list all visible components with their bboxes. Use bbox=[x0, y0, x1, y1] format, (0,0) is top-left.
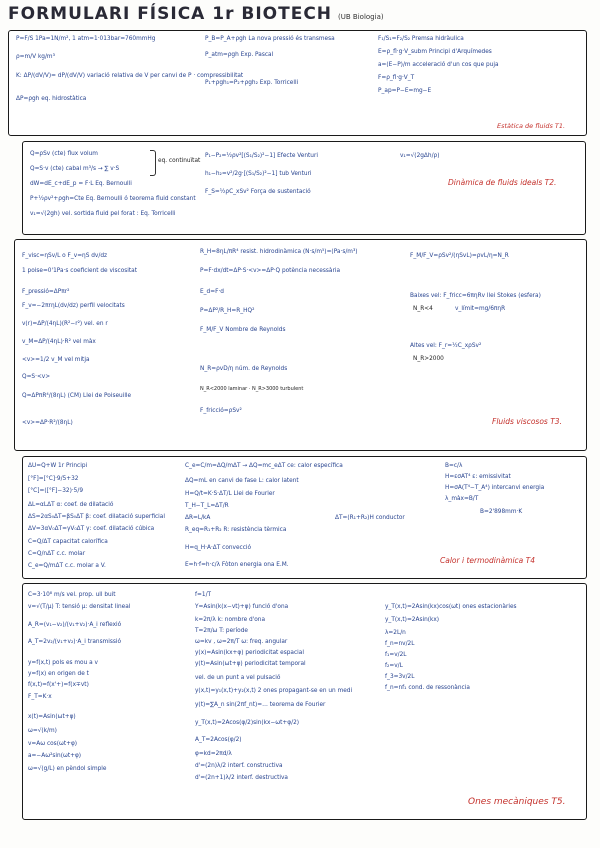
formula-line: Q=ρSv (cte) flux volum bbox=[30, 151, 98, 157]
formula-line: F_M/F_V Nombre de Reynolds bbox=[200, 327, 286, 333]
formula-line: F₁/S₁=F₂/S₂ Premsa hidràulica bbox=[378, 36, 464, 42]
formula-line: C=Q/ΔT capacitat calorífica bbox=[28, 539, 108, 545]
formula-line: C=Q/nΔT c.c. molar bbox=[28, 551, 86, 557]
formula-line: Altes vel: F_r=½C_xρSv² bbox=[410, 343, 482, 349]
brace bbox=[150, 150, 156, 176]
formula-line: P_ap=P−E=mg−E bbox=[378, 88, 432, 94]
formula-line: v₁=√(2gΔh/ρ) bbox=[400, 153, 440, 159]
formula-line: f=1/T bbox=[195, 592, 212, 598]
formula-line: ΔL=αLΔT α: coef. de dilatació bbox=[28, 502, 114, 508]
sheet-title-text: FORMULARI FÍSICA 1r BIOTECH bbox=[8, 4, 333, 24]
section-label-t4: Calor i termodinàmica T4 bbox=[440, 556, 536, 565]
formula-line: ω=√(k/m) bbox=[28, 728, 57, 734]
formula-line: Q=S·v (cte) cabal m³/s → ∑ v·S bbox=[30, 166, 120, 172]
formula-line: B=c/λ bbox=[445, 463, 463, 469]
section-label-t2: Dinàmica de fluids ideals T2. bbox=[448, 178, 557, 187]
formula-line: y_T(x,t)=2Asin(kx)cos(ωt) ones estacionàries bbox=[385, 604, 517, 610]
formula-line: v=Aω cos(ωt+φ) bbox=[28, 741, 78, 747]
formula-line: ΔT=(R₁+R₂)H conductor bbox=[335, 515, 405, 521]
formula-line: ΔP=ρgh eq. hidrostàtica bbox=[16, 96, 87, 102]
formula-line: F_visc=ηSv/L o F_v=ηS dv/dz bbox=[22, 253, 108, 259]
formula-line: v=√(T/μ) T: tensió μ: densitat lineal bbox=[28, 604, 131, 610]
formula-line: y(t)=Asin(ωt+φ) periodicitat temporal bbox=[195, 661, 306, 667]
formula-line: F=ρ_fl·g·V_T bbox=[378, 75, 415, 81]
formula-line: a=(E−P)/m acceleració d'un cos que puja bbox=[378, 62, 499, 68]
formula-line: 1 poise=0'1Pa·s coeficient de viscositat bbox=[22, 268, 137, 274]
formula-line: Baixes vel: F_fricc=6πηRv llei Stokes (esfera) bbox=[410, 293, 541, 299]
formula-line: y=f(x) en origen de t bbox=[28, 671, 89, 677]
formula-note: eq. continuïtat bbox=[158, 158, 201, 164]
formula-line: P_B=P_A+ρgh La nova pressió és transmesa bbox=[205, 36, 335, 42]
formula-line: A_T=2Acos(φ/2) bbox=[195, 737, 242, 743]
formula-line: ρ=m/V kg/m³ bbox=[16, 54, 55, 60]
formula-line: N_R=ρvD/η núm. de Reynolds bbox=[200, 366, 288, 372]
section-label-t1: Estàtica de fluids T1. bbox=[497, 122, 566, 130]
formula-line: ΔQ=mL en canvi de fase L: calor latent bbox=[185, 478, 299, 484]
formula-line: y_T(x,t)=2Asin(kx) bbox=[385, 617, 440, 623]
formula-line: H=εσAT⁴ ε: emissivitat bbox=[445, 474, 511, 480]
formula-line: Q=ΔPπR⁴/(8ηL) (CM) Llei de Poiseuille bbox=[22, 393, 132, 399]
formula-line: R_H=8ηL/πR⁴ resist. hidrodinàmica (N·s/m⁵)=(Pa·s/m³) bbox=[200, 249, 358, 255]
section-label-t3: Fluids viscosos T3. bbox=[492, 417, 562, 426]
formula-line: d'=(2n+1)λ/2 interf. destructiva bbox=[195, 775, 288, 781]
formula-line: F_S=½ρC_xSv² Força de sustentació bbox=[205, 189, 311, 195]
formula-line: B=2'898mm·K bbox=[480, 509, 523, 515]
formula-line: v₁=√(2gh) vel. sortida fluid pel forat : Eq. Torricelli bbox=[30, 211, 176, 217]
formula-line: ΔS=2αS₀ΔT=βS₀ΔT β: coef. dilatació superficial bbox=[28, 514, 165, 520]
sheet-subtitle: (UB Biologia) bbox=[338, 13, 384, 21]
formula-line: y(t)=∑A_n sin(2πf_nt)=… teorema de Fourier bbox=[195, 702, 326, 708]
formula-line: f₁=v/2L bbox=[385, 652, 407, 658]
formula-line: dW=dE_c+dE_p = F·L Eq. Bernoulli bbox=[30, 181, 132, 187]
formula-line: ΔU=Q+W 1r Principi bbox=[28, 463, 88, 469]
formula-line: f(x,t)=f(x'+)=f(x∓vt) bbox=[28, 682, 89, 688]
formula-line: P+½ρv²+ρgh=Cte Eq. Bernoulli ó teorema fluid constant bbox=[30, 196, 196, 202]
formula-line: P=ΔP²/R_H=R_HQ² bbox=[200, 308, 255, 314]
formula-line: h₁−h₂=v²/2g·[(S₁/S₂)²−1] tub Venturi bbox=[205, 171, 312, 177]
formula-line: f₂=v/L bbox=[385, 663, 403, 669]
formula-line: <v>=1/2 v_M vel mitja bbox=[22, 357, 90, 363]
formula-line: A_R=(v₁−v₂)/(v₁+v₂)·A_i reflexió bbox=[28, 622, 122, 628]
formula-line: vel. de un punt a vel pulsació bbox=[195, 675, 281, 681]
sheet-title bbox=[8, 4, 384, 24]
formula-line: F_fricció=ρSv² bbox=[200, 408, 242, 414]
formula-line: <v>=ΔP·R²/(8ηL) bbox=[22, 420, 73, 426]
formula-line: P=F·dx/dt=ΔP·S·<v>=ΔP·Q potència necessària bbox=[200, 268, 341, 274]
formula-line: ω=√(g/L) en pèndol simple bbox=[28, 766, 107, 772]
formula-line: λ=2L/n bbox=[385, 630, 406, 636]
formula-line: F_M/F_V=ρSv²/(ηSvL)=ρvL/η=N_R bbox=[410, 253, 509, 259]
formula-line: F_T=K·x bbox=[28, 694, 52, 700]
formula-line: K: ΔP/(dV/V)= dP/(dV/V) variació relativa de V per canvi de P · compressibilitat bbox=[16, 73, 244, 79]
formula-line: y=f(x,t) pols es mou a v bbox=[28, 660, 98, 666]
formula-line: v(r)=ΔP/(4ηL)(R²−r²) vel. en r bbox=[22, 321, 108, 327]
formula-line: f_3=3v/2L bbox=[385, 674, 415, 680]
formula-line: φ=kd=2πd/λ bbox=[195, 751, 232, 757]
formula-line: f_n=nf₁ cond. de ressonància bbox=[385, 685, 470, 691]
formula-line: y(x,t)=y₁(x,t)+y₂(x,t) 2 ones propagant-se en un medi bbox=[195, 688, 353, 694]
formula-line: A_T=2v₂/(v₁+v₂)·A_i transmissió bbox=[28, 639, 122, 645]
formula-line: ΔR=L/kA bbox=[185, 515, 211, 521]
formula-line: C=3·10⁸ m/s vel. prop. ull buit bbox=[28, 592, 116, 598]
formula-line: H=σA(T⁴−T_A⁴) intercanvi energia bbox=[445, 485, 545, 491]
formula-line: T=2π/ω T: període bbox=[195, 628, 248, 634]
formula-note: N_R<4 bbox=[413, 306, 433, 312]
formula-line: P₁−P₂=½ρv²[(S₁/S₂)²−1] Efecte Venturi bbox=[205, 153, 318, 159]
formula-line: v_M=ΔP/(4ηL)·R² vel màx bbox=[22, 339, 96, 345]
formula-line: P_atm=ρgh Exp. Pascal bbox=[205, 52, 274, 58]
formula-line: Y=Asin(k(x−vt)+φ) funció d'ona bbox=[195, 604, 289, 610]
section-label-t5: Ones mecàniques T5. bbox=[468, 797, 566, 807]
formula-line: f_n=nv/2L bbox=[385, 641, 415, 647]
formula-note: N_R>2000 bbox=[413, 356, 444, 362]
formula-line: k=2π/λ k: nombre d'ona bbox=[195, 617, 266, 623]
formula-line: E_d=F·d bbox=[200, 289, 224, 295]
formula-line: [°C]=([°F]−32)·5/9 bbox=[28, 488, 84, 494]
formula-line: a=−Aω²sin(ωt+φ) bbox=[28, 753, 82, 759]
formula-line: H=Q/t=K·S·ΔT/L Llei de Fourier bbox=[185, 491, 275, 497]
formula-line: Q=S·<v> bbox=[22, 374, 51, 380]
formula-line: d'=(2n)λ/2 interf. constructiva bbox=[195, 763, 283, 769]
formula-line: y_T(x,t)=2Acos(φ/2)sin(kx−ωt+φ/2) bbox=[195, 720, 300, 726]
formula-line: T_H−T_L=ΔT/R bbox=[185, 503, 229, 509]
formula-line: P₁+ρgh₁=P₂+ρgh₂ Exp. Torricelli bbox=[205, 80, 299, 86]
formula-line: P=F/S 1Pa=1N/m², 1 atm=1·013bar=760mmHg bbox=[16, 36, 156, 42]
formula-line: F_v=−2πrηL(dv/dz) perfil velocitats bbox=[22, 303, 125, 309]
formula-line: [°F]=[°C]·9/5+32 bbox=[28, 476, 79, 482]
formula-line: ΔV=3αV₀ΔT=γV₀ΔT γ: coef. dilatació cúbica bbox=[28, 526, 155, 532]
formula-line: ω=kv , ω=2π/T ω: freq. angular bbox=[195, 639, 288, 645]
formula-line: H=q_H·A·ΔT convecció bbox=[185, 545, 252, 551]
formula-line: C_e=C/m=ΔQ/mΔT → ΔQ=mc_eΔT ce: calor específica bbox=[185, 463, 343, 469]
formula-line: R_eq=R₁+R₂ R: resistència tèrmica bbox=[185, 527, 287, 533]
formula-line: C_e=Q/mΔT c.c. molar a V. bbox=[28, 563, 106, 569]
formula-line: F_pressió=ΔPπr² bbox=[22, 289, 70, 295]
formula-line: λ_màx=B/T bbox=[445, 496, 479, 502]
formula-note: N_R<2000 laminar · N_R>3000 turbulent bbox=[200, 386, 304, 392]
formula-line: x(t)=Asin(ωt+φ) bbox=[28, 714, 76, 720]
formula-line: y(x)=Asin(kx+φ) periodicitat espacial bbox=[195, 650, 304, 656]
formula-line: v_límit=mg/6πηR bbox=[455, 306, 506, 312]
formula-line: E=ρ_fl·g·V_subm Principi d'Arquímedes bbox=[378, 49, 492, 55]
formula-line: E=h·f=h·c/λ Fòton energia ona E.M. bbox=[185, 562, 289, 568]
